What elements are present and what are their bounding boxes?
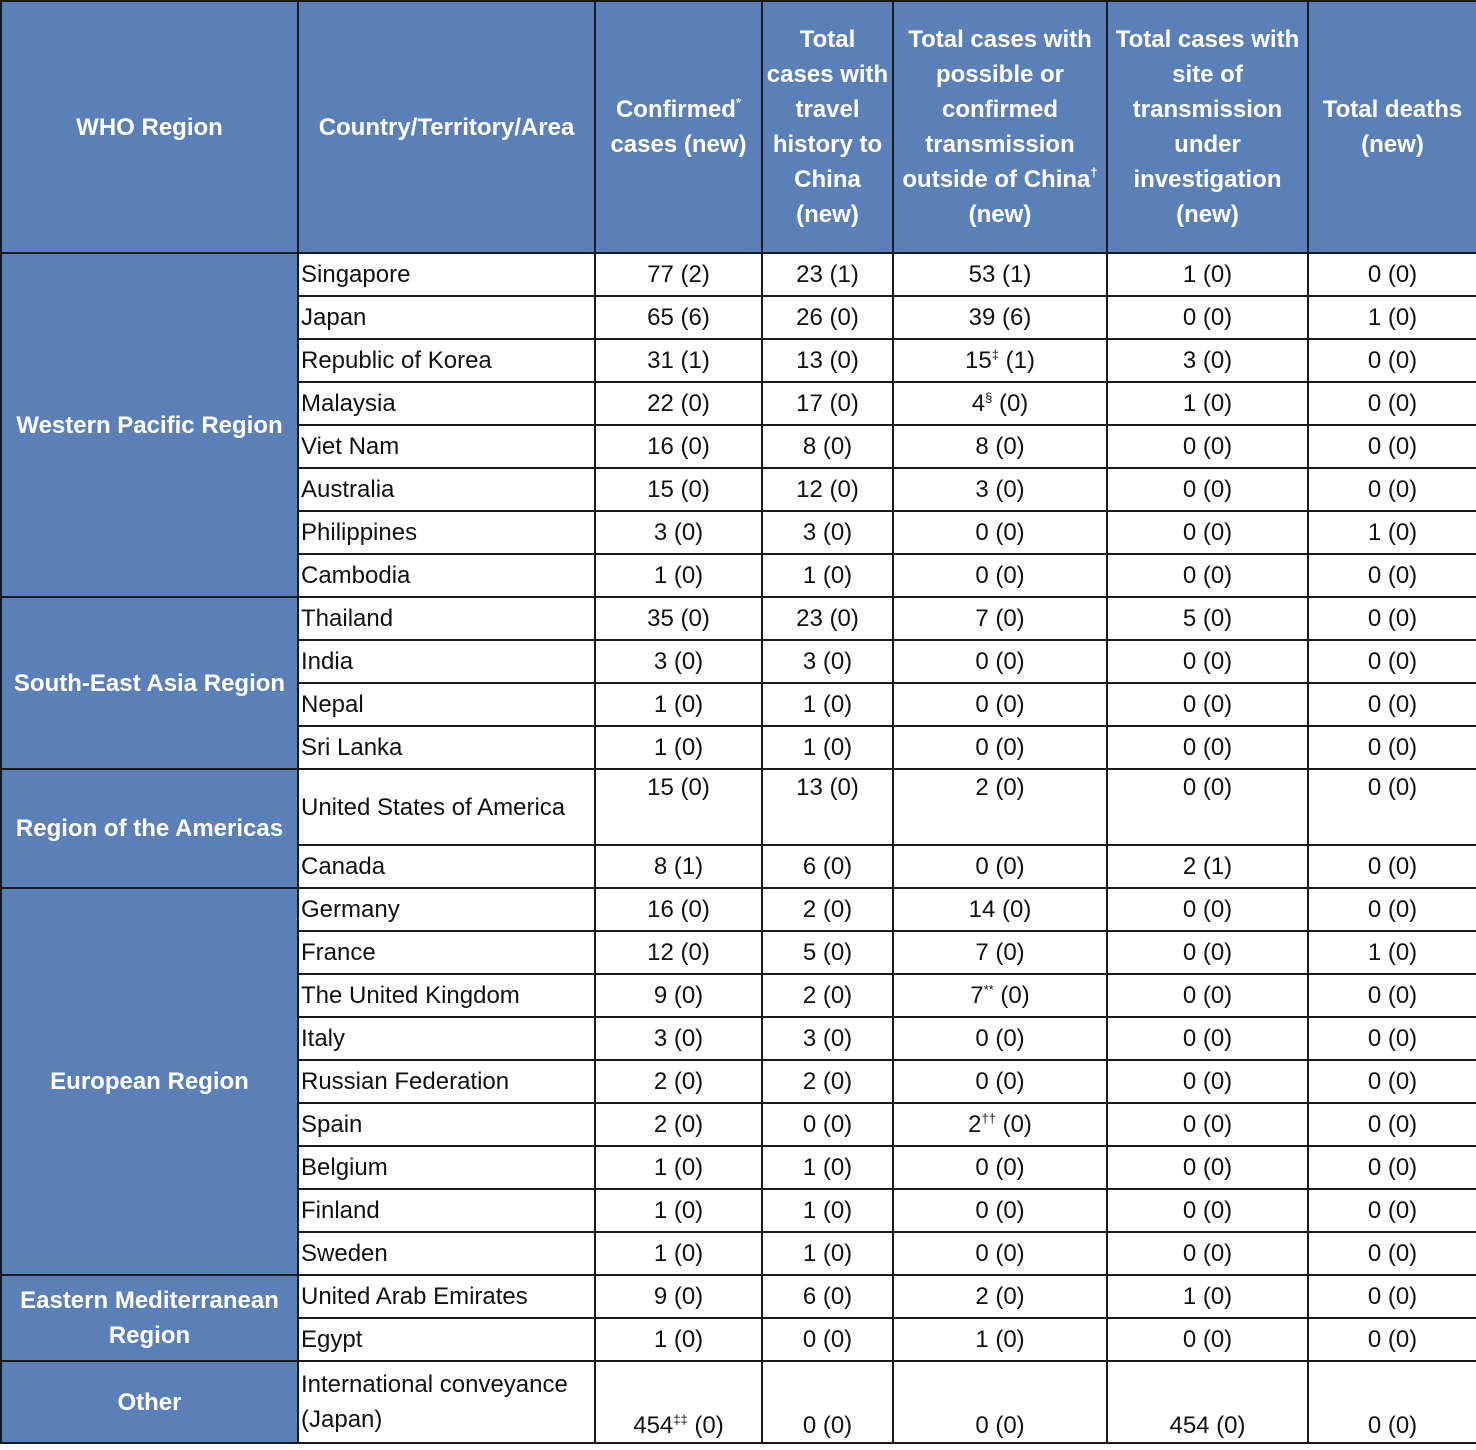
travel-cell: 8 (0) [762, 425, 893, 468]
confirmed-cell: 1 (0) [595, 1189, 762, 1232]
investigation-cell: 1 (0) [1107, 1275, 1308, 1318]
transmission-cell: 39 (6) [893, 296, 1107, 339]
transmission-new: (1) [998, 346, 1035, 374]
investigation-cell: 0 (0) [1107, 554, 1308, 597]
confirmed-cell: 9 (0) [595, 1275, 762, 1318]
country-cell: Finland [298, 1189, 595, 1232]
investigation-cell: 3 (0) [1107, 339, 1308, 382]
confirmed-cell: 12 (0) [595, 931, 762, 974]
country-cell: International conveyance (Japan) [298, 1361, 595, 1443]
country-cell: Sri Lanka [298, 726, 595, 769]
travel-cell: 3 (0) [762, 640, 893, 683]
header-travel-history: Total cases with travel history to China (new) [762, 1, 893, 253]
table-row [1, 1361, 1476, 1443]
header-transmission-label: Total cases with possible or confirmed transmission outside of China [902, 26, 1092, 193]
footnote-mark: ‡ [991, 346, 999, 362]
travel-cell: 2 (0) [762, 1060, 893, 1103]
investigation-cell: 0 (0) [1107, 1189, 1308, 1232]
investigation-cell: 0 (0) [1107, 974, 1308, 1017]
travel-cell: 5 (0) [762, 931, 893, 974]
investigation-cell: 454 (0) [1107, 1361, 1308, 1443]
transmission-cell: 0 (0) [893, 726, 1107, 769]
investigation-cell: 0 (0) [1107, 931, 1308, 974]
transmission-new: (0) [992, 389, 1029, 417]
country-cell: Republic of Korea [298, 339, 595, 382]
investigation-cell: 0 (0) [1107, 296, 1308, 339]
country-cell: France [298, 931, 595, 974]
deaths-cell: 0 (0) [1308, 1060, 1476, 1103]
transmission-cell: 2 (0) [893, 1275, 1107, 1318]
country-cell: India [298, 640, 595, 683]
deaths-cell: 0 (0) [1308, 554, 1476, 597]
travel-cell: 0 (0) [762, 1318, 893, 1361]
confirmed-cell: 31 (1) [595, 339, 762, 382]
transmission-cell: 0 (0) [893, 1060, 1107, 1103]
transmission-cell: 0 (0) [893, 683, 1107, 726]
confirmed-cell: 3 (0) [595, 640, 762, 683]
deaths-cell: 0 (0) [1308, 1275, 1476, 1318]
investigation-cell: 0 (0) [1107, 726, 1308, 769]
travel-cell: 1 (0) [762, 1232, 893, 1275]
transmission-cell [893, 974, 1107, 1017]
travel-cell: 0 (0) [762, 1103, 893, 1146]
deaths-cell: 1 (0) [1308, 511, 1476, 554]
footnote-mark: †† [981, 1110, 996, 1126]
transmission-cell [893, 1103, 1107, 1146]
investigation-cell: 0 (0) [1107, 425, 1308, 468]
header-deaths: Total deaths (new) [1308, 1, 1476, 253]
country-cell: Canada [298, 845, 595, 888]
header-confirmed-footnote: * [735, 95, 742, 110]
travel-cell: 26 (0) [762, 296, 893, 339]
deaths-cell: 0 (0) [1308, 769, 1476, 845]
region-other: Other [1, 1361, 298, 1443]
investigation-cell: 0 (0) [1107, 1017, 1308, 1060]
deaths-cell: 0 (0) [1308, 1361, 1476, 1443]
investigation-cell: 0 (0) [1107, 1060, 1308, 1103]
transmission-value: 7 [970, 981, 984, 1009]
header-transmission-tail: (new) [968, 201, 1032, 228]
investigation-cell: 0 (0) [1107, 683, 1308, 726]
country-cell: Germany [298, 888, 595, 931]
transmission-cell: 0 (0) [893, 1232, 1107, 1275]
confirmed-cell [595, 1361, 762, 1443]
transmission-cell: 2 (0) [893, 769, 1107, 845]
country-cell: Russian Federation [298, 1060, 595, 1103]
country-cell: Thailand [298, 597, 595, 640]
header-country: Country/Territory/Area [298, 1, 595, 253]
confirmed-cell: 1 (0) [595, 1232, 762, 1275]
confirmed-cell: 35 (0) [595, 597, 762, 640]
country-cell: Australia [298, 468, 595, 511]
transmission-value: 15 [965, 346, 992, 374]
travel-cell: 23 (1) [762, 253, 893, 296]
transmission-cell: 0 (0) [893, 1146, 1107, 1189]
travel-cell: 0 (0) [762, 1361, 893, 1443]
deaths-cell: 0 (0) [1308, 1146, 1476, 1189]
deaths-cell: 0 (0) [1308, 253, 1476, 296]
transmission-value: 4 [971, 389, 986, 417]
table-row [1, 597, 1476, 640]
travel-cell: 2 (0) [762, 888, 893, 931]
header-row [1, 1, 1476, 253]
confirmed-cell: 2 (0) [595, 1103, 762, 1146]
travel-cell: 1 (0) [762, 683, 893, 726]
deaths-cell: 1 (0) [1308, 931, 1476, 974]
transmission-value: 2 [968, 1110, 982, 1138]
country-cell: Belgium [298, 1146, 595, 1189]
region-european: European Region [1, 888, 298, 1275]
footnote-mark: ** [983, 981, 994, 997]
header-transmission [893, 1, 1107, 253]
transmission-cell [893, 339, 1107, 382]
confirmed-cell: 16 (0) [595, 888, 762, 931]
transmission-cell: 7 (0) [893, 597, 1107, 640]
confirmed-cell: 1 (0) [595, 1318, 762, 1361]
header-investigation: Total cases with site of transmission under investigation (new) [1107, 1, 1308, 253]
country-cell: Viet Nam [298, 425, 595, 468]
confirmed-cell: 77 (2) [595, 253, 762, 296]
confirmed-cell: 8 (1) [595, 845, 762, 888]
footnote-mark: ‡‡ [673, 1412, 688, 1427]
transmission-new: (0) [995, 1110, 1032, 1138]
transmission-cell: 8 (0) [893, 425, 1107, 468]
investigation-cell: 0 (0) [1107, 468, 1308, 511]
transmission-cell: 0 (0) [893, 640, 1107, 683]
table-row [1, 888, 1476, 931]
deaths-cell: 0 (0) [1308, 845, 1476, 888]
investigation-cell: 1 (0) [1107, 382, 1308, 425]
deaths-cell: 0 (0) [1308, 425, 1476, 468]
confirmed-cell: 2 (0) [595, 1060, 762, 1103]
confirmed-cell: 3 (0) [595, 1017, 762, 1060]
investigation-cell: 0 (0) [1107, 1232, 1308, 1275]
transmission-cell: 0 (0) [893, 845, 1107, 888]
travel-cell: 1 (0) [762, 554, 893, 597]
transmission-cell: 14 (0) [893, 888, 1107, 931]
travel-cell: 12 (0) [762, 468, 893, 511]
country-cell: United Arab Emirates [298, 1275, 595, 1318]
investigation-cell: 0 (0) [1107, 511, 1308, 554]
transmission-cell [893, 382, 1107, 425]
country-cell: Singapore [298, 253, 595, 296]
country-cell: The United Kingdom [298, 974, 595, 1017]
travel-cell: 13 (0) [762, 769, 893, 845]
deaths-cell: 0 (0) [1308, 726, 1476, 769]
travel-cell: 3 (0) [762, 1017, 893, 1060]
investigation-cell: 0 (0) [1107, 1103, 1308, 1146]
deaths-cell: 0 (0) [1308, 339, 1476, 382]
deaths-cell: 0 (0) [1308, 683, 1476, 726]
deaths-cell: 1 (0) [1308, 296, 1476, 339]
confirmed-value: 454 [633, 1412, 674, 1439]
country-cell: United States of America [298, 769, 595, 845]
region-eastern-mediterranean: Eastern Mediterranean Region [1, 1275, 298, 1361]
investigation-cell: 0 (0) [1107, 1146, 1308, 1189]
country-cell: Cambodia [298, 554, 595, 597]
travel-cell: 6 (0) [762, 1275, 893, 1318]
deaths-cell: 0 (0) [1308, 888, 1476, 931]
deaths-cell: 0 (0) [1308, 1232, 1476, 1275]
deaths-cell: 0 (0) [1308, 640, 1476, 683]
confirmed-cell: 3 (0) [595, 511, 762, 554]
transmission-cell: 0 (0) [893, 511, 1107, 554]
country-cell: Philippines [298, 511, 595, 554]
confirmed-cell: 1 (0) [595, 1146, 762, 1189]
transmission-cell: 0 (0) [893, 1189, 1107, 1232]
footnote-mark: § [985, 389, 993, 405]
deaths-cell: 0 (0) [1308, 1017, 1476, 1060]
confirmed-cell: 1 (0) [595, 683, 762, 726]
confirmed-cell: 16 (0) [595, 425, 762, 468]
country-cell: Italy [298, 1017, 595, 1060]
deaths-cell: 0 (0) [1308, 468, 1476, 511]
header-who-region: WHO Region [1, 1, 298, 253]
region-south-east-asia: South-East Asia Region [1, 597, 298, 769]
confirmed-cell: 1 (0) [595, 554, 762, 597]
confirmed-cell: 1 (0) [595, 726, 762, 769]
transmission-cell: 0 (0) [893, 1361, 1107, 1443]
country-cell: Nepal [298, 683, 595, 726]
deaths-cell: 0 (0) [1308, 1318, 1476, 1361]
transmission-cell: 53 (1) [893, 253, 1107, 296]
travel-cell: 23 (0) [762, 597, 893, 640]
deaths-cell: 0 (0) [1308, 1103, 1476, 1146]
country-cell: Malaysia [298, 382, 595, 425]
travel-cell: 13 (0) [762, 339, 893, 382]
confirmed-cell: 9 (0) [595, 974, 762, 1017]
country-cell: Japan [298, 296, 595, 339]
transmission-cell: 7 (0) [893, 931, 1107, 974]
investigation-cell: 5 (0) [1107, 597, 1308, 640]
deaths-cell: 0 (0) [1308, 382, 1476, 425]
travel-cell: 1 (0) [762, 1146, 893, 1189]
confirmed-cell: 15 (0) [595, 468, 762, 511]
confirmed-cell: 15 (0) [595, 769, 762, 845]
table-row [1, 1275, 1476, 1318]
transmission-cell: 0 (0) [893, 1017, 1107, 1060]
transmission-cell: 1 (0) [893, 1318, 1107, 1361]
header-transmission-footnote: † [1090, 165, 1098, 180]
travel-cell: 2 (0) [762, 974, 893, 1017]
transmission-new: (0) [993, 981, 1030, 1009]
transmission-cell: 3 (0) [893, 468, 1107, 511]
confirmed-new: (0) [687, 1412, 724, 1439]
header-confirmed [595, 1, 762, 253]
confirmed-cell: 65 (6) [595, 296, 762, 339]
country-cell: Egypt [298, 1318, 595, 1361]
investigation-cell: 1 (0) [1107, 253, 1308, 296]
investigation-cell: 2 (1) [1107, 845, 1308, 888]
region-americas: Region of the Americas [1, 769, 298, 888]
country-cell: Sweden [298, 1232, 595, 1275]
investigation-cell: 0 (0) [1107, 1318, 1308, 1361]
travel-cell: 1 (0) [762, 726, 893, 769]
transmission-cell: 0 (0) [893, 554, 1107, 597]
header-confirmed-tail: cases (new) [610, 131, 747, 158]
table-row [1, 769, 1476, 845]
investigation-cell: 0 (0) [1107, 769, 1308, 845]
travel-cell: 3 (0) [762, 511, 893, 554]
travel-cell: 1 (0) [762, 1189, 893, 1232]
table-row [1, 253, 1476, 296]
travel-cell: 6 (0) [762, 845, 893, 888]
investigation-cell: 0 (0) [1107, 640, 1308, 683]
header-confirmed-label: Confirmed [615, 96, 736, 123]
country-cell: Spain [298, 1103, 595, 1146]
deaths-cell: 0 (0) [1308, 1189, 1476, 1232]
region-western-pacific: Western Pacific Region [1, 253, 298, 597]
deaths-cell: 0 (0) [1308, 974, 1476, 1017]
confirmed-cell: 22 (0) [595, 382, 762, 425]
deaths-cell: 0 (0) [1308, 597, 1476, 640]
travel-cell: 17 (0) [762, 382, 893, 425]
investigation-cell: 0 (0) [1107, 888, 1308, 931]
